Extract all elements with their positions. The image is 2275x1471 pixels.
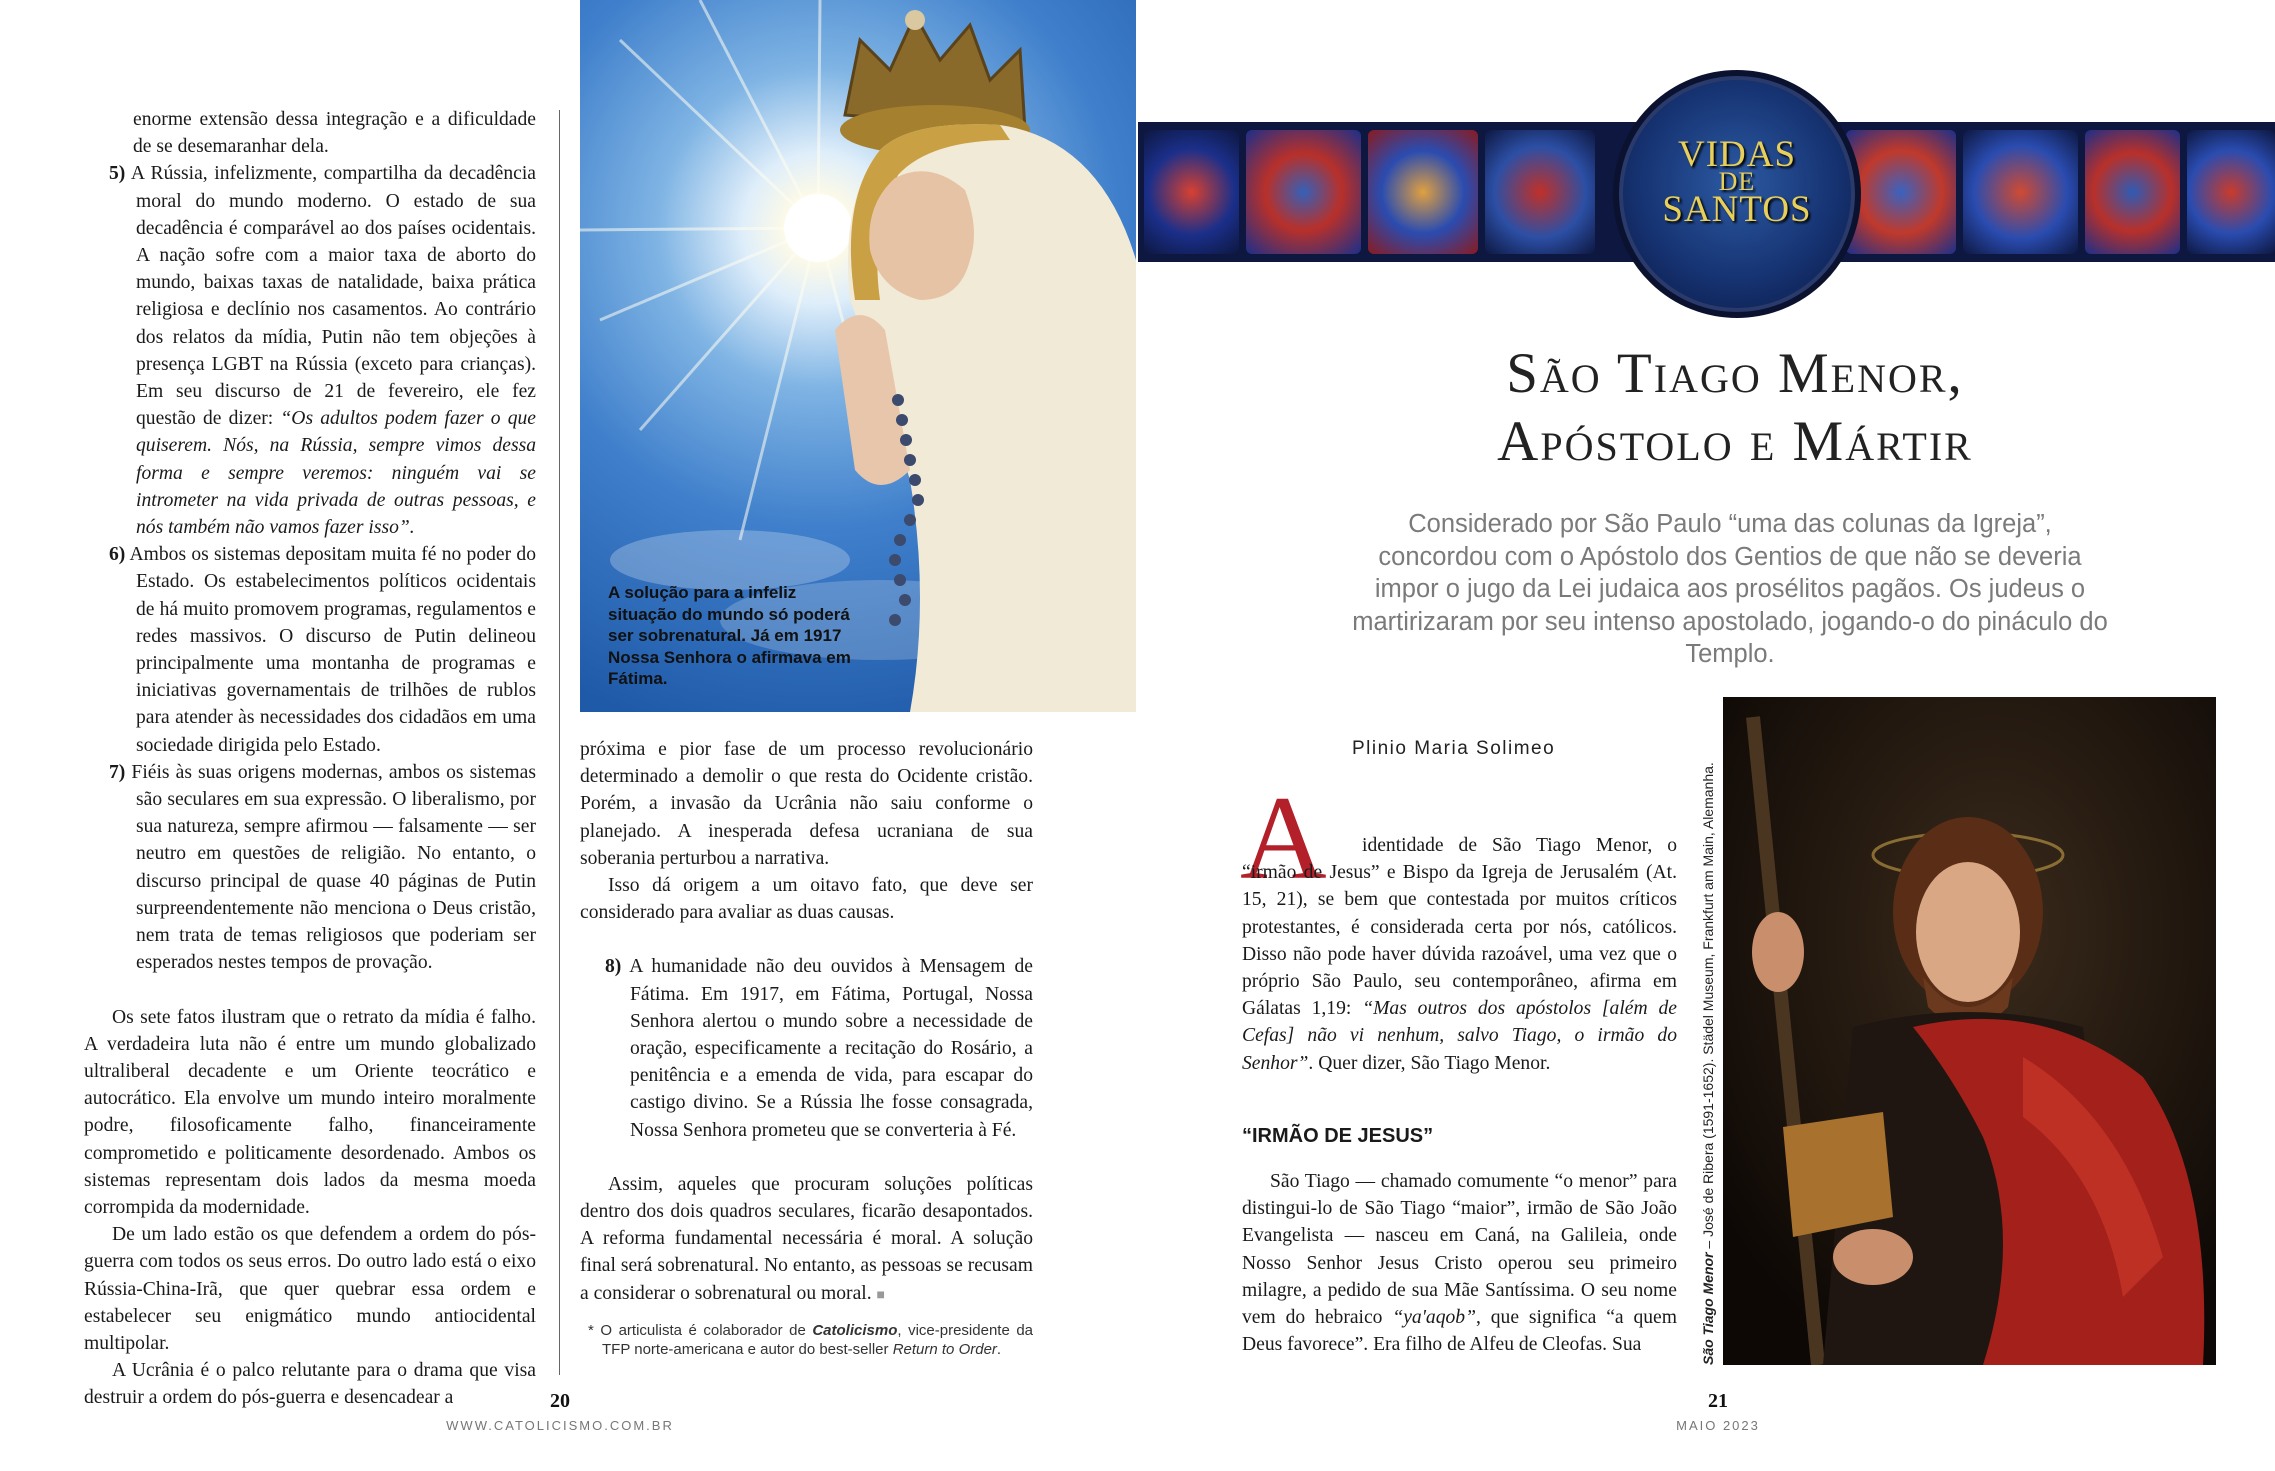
paragraph: De um lado estão os que defendem a ordem do pós-guerra com todos os seus erros. Do outro lado está o eixo Rússia-China-Irã, que quer quebrar essa ordem e estabelecer seu enigmático mundo antiocidental multipolar. <box>84 1224 536 1354</box>
paragraph: identidade de São Tiago Menor, o “irmão de Jesus” e Bispo da Igreja de Jerusalém (At. 15, 21), se bem que contestada por muitos críticos protestantes, é considerada certa por nós, católicos. Disso não pode haver dúvida razoável, uma vez que o próprio São Paulo, seu contemporâneo, afirma em Gálatas 1,19: “Mas outros dos apóstolos [além de Cefas] não vi nenhum, salvo Tiago, o irmão do Senhor”. Quer dizer, São Tiago Menor. <box>1242 835 1677 1074</box>
painting-credit: São Tiago Menor – José de Ribera (1591-1652). Städel Museum, Frankfurt am Main, Alemanha. <box>1700 762 1716 1365</box>
photo-caption: A solução para a infeliz situação do mundo só poderá ser sobrenatural. Já em 1917 Nossa Senhora o afirmava em Fátima. <box>608 583 851 688</box>
left-column-2 <box>580 736 1033 1359</box>
paragraph: A Ucrânia é o palco relutante para o drama que visa destruir a ordem do pós-guerra e desencadear a <box>84 1360 536 1409</box>
list-item-5: 5) A Rússia, infelizmente, compartilha da decadência moral do mundo moderno. O estado de sua decadência é comparável ao dos países ocidentais. A nação sofre com a maior taxa de aborto do mundo, baixas taxas de natalidade, baixa prática religiosa e declínio nos casamentos. Ao contrário dos relatos da mídia, Putin não tem objeções à presença LGBT na Rússia (exceto para crianças). Em seu discurso de 21 de fevereiro, ele fez questão de dizer: “Os adultos podem fazer o que quiserem. Nós, na Rússia, sempre vimos dessa forma e sempre veremos: ninguém vai se intrometer na vida privada de outras pessoas, e nós também não vamos fazer isso”. <box>109 163 536 539</box>
paragraph: Isso dá origem a um oitavo fato, que deve ser considerado para avaliar as duas causas. <box>580 875 1033 924</box>
article-deck: Considerado por São Paulo “uma das colunas da Igreja”, concordou com o Apóstolo dos Gentios de que não se deveria impor o jugo da Lei judaica aos prosélitos pagãos. Os judeus o martirizaram por seu intenso apostolado, jogando-o do pináculo do Templo. <box>1352 510 2108 668</box>
left-column-1 <box>84 106 536 1412</box>
right-column <box>1242 832 1677 1358</box>
page-number: 21 <box>1708 1390 1728 1412</box>
article-title: São Tiago Menor, Apóstolo e Mártir <box>1497 342 1973 473</box>
end-square-icon: ■ <box>876 1287 885 1303</box>
page-number: 20 <box>550 1390 570 1412</box>
column-divider <box>559 110 560 1375</box>
website-link[interactable]: WWW.CATOLICISMO.COM.BR <box>446 1418 674 1433</box>
section-title: VIDAS DE SANTOS <box>1662 134 1812 230</box>
paragraph: São Tiago — chamado comumente “o menor” para distingui-lo de São Tiago “maior”, irmão de São João Evangelista — nasceu em Caná, na Galileia, onde Nosso Senhor Jesus Cristo operou seu primeiro milagre, a pedido de sua Mãe Santíssima. O seu nome vem do hebraico “ya'aqob”, que significa “a quem Deus favorece”. Era filho de Alfeu de Cleofas. Sua <box>1242 1171 1677 1356</box>
paragraph: enorme extensão dessa integração e a dificuldade de se desemaranhar dela. <box>133 109 536 158</box>
saint-james-painting <box>1723 697 2216 1365</box>
painting-illustration <box>1723 697 2216 1365</box>
footnote: * O articulista é colaborador de Catolicismo, vice-presidente da TFP norte-americana e autor do best-seller Return to Order. <box>588 1321 1034 1358</box>
paragraph: Assim, aqueles que procuram soluções políticas dentro dos dois quadros seculares, ficarão desapontados. A reforma fundamental necessária é moral. A solução final será sobrenatural. No entanto, as pessoas se recusam a considerar o sobrenatural ou moral. ■ <box>580 1173 1033 1304</box>
list-item-6: 6) Ambos os sistemas depositam muita fé no poder do Estado. Os estabelecimentos políticos ocidentais de há muito promovem programas, regulamentos e redes massivos. O discurso de Putin delineou principalmente uma montanha de programas e iniciativas governamentais de trilhões de rublos para atender às necessidades dos cidadãos em uma sociedade dirigida pelo Estado. <box>109 544 536 756</box>
issue-date: MAIO 2023 <box>1676 1418 1760 1433</box>
subheading: “IRMÃO DE JESUS” <box>1242 1124 1434 1147</box>
author-byline: Plinio Maria Solimeo <box>1352 738 1556 759</box>
paragraph: próxima e pior fase de um processo revolucionário determinado a demolir o que resta do Ocidente cristão. Porém, a invasão da Ucrânia não saiu conforme o planejado. A inesperada defesa ucraniana de sua soberania perturbou a narrativa. <box>580 739 1033 869</box>
list-item-7: 7) Fiéis às suas origens modernas, ambos os sistemas são seculares em sua expressão. O liberalismo, por sua natureza, sempre afirmou — falsamente — ser neutro em questões de religião. No entanto, o discurso principal de quase 40 páginas de Putin surpreendentemente não menciona o Deus cristão, nem trata de temas religiosos que poderiam ser esperados nestes tempos de provação. <box>109 761 536 974</box>
list-item-8: 8) A humanidade não deu ouvidos à Mensagem de Fátima. Em 1917, em Fátima, Portugal, Nossa Senhora alertou o mundo sobre a necessidade de oração, especificamente a recitação do Rosário, a penitência e a emenda de vida, para escapar do castigo divino. Se a Rússia lhe fosse consagrada, Nossa Senhora prometeu que se converteria à Fé. <box>605 956 1033 1141</box>
drop-cap: A <box>1240 771 1327 904</box>
paragraph: Os sete fatos ilustram que o retrato da mídia é falho. A verdadeira luta não é entre um mundo globalizado ultraliberal decadente e um Oriente teocrático e autocrático. Ela envolve um mundo inteiro moralmente podre, filosoficamente falho, financeiramente comprometido e politicamente desordenado. Ambos os sistemas representam dois lados da mesma moeda corrompida da modernidade. <box>84 1006 536 1218</box>
